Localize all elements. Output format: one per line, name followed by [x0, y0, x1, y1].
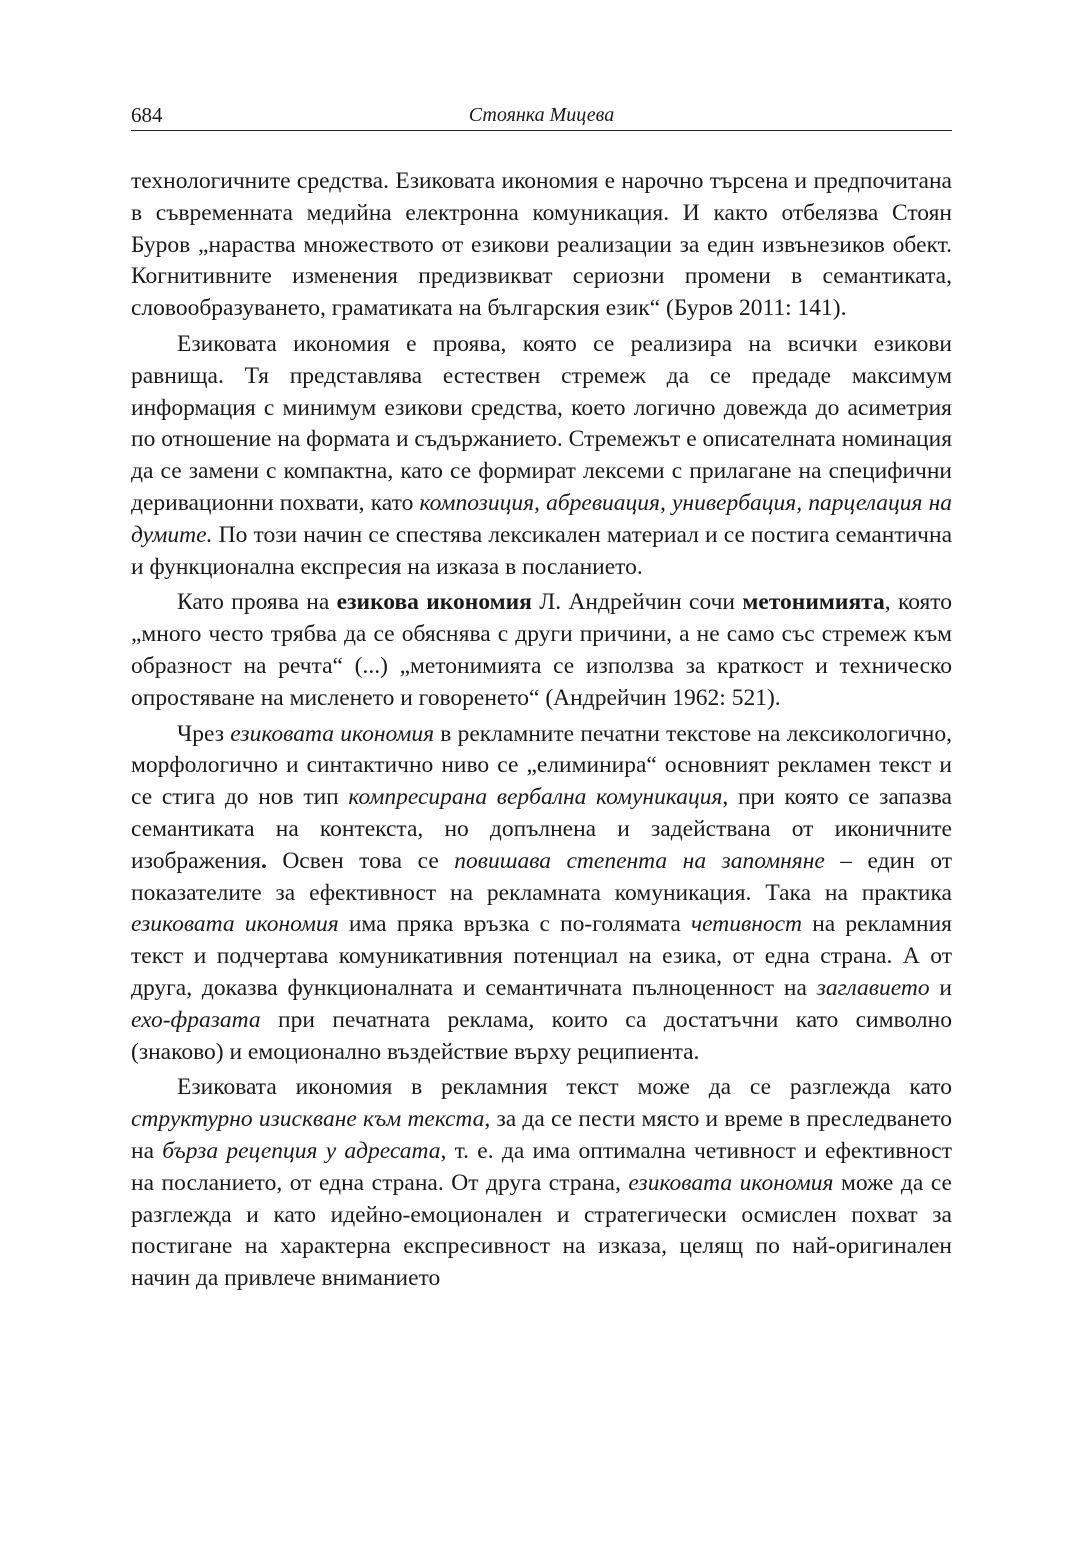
italic-text-run: бърза рецепция у адресата [162, 1137, 441, 1164]
text-run: , която „много често трябва да се обяснява с други причини, а не само със стремеж към образност на речта“ (...) „метонимията се използва за краткост и техническо опростяване на мисленето и говоренето“ (Андрейчин 1962: 521). [131, 589, 953, 711]
italic-text-run: езиковата икономия [628, 1169, 834, 1196]
paragraph [131, 166, 952, 325]
bold-text-run: . [260, 847, 267, 874]
italic-text-run: структурно изискване към текста [131, 1106, 485, 1133]
text-run: Чрез [177, 720, 231, 747]
text-run: в рекламните печатни текстове на лексикологично, морфологично и синтактично ниво се „елиминира“ основният рекламен текст и се стига до нов тип [131, 720, 952, 811]
italic-text-run: повишава степента на запомняне [454, 847, 825, 874]
text-run: Л. Андрейчин сочи [531, 589, 743, 616]
text-run: и [929, 974, 953, 1001]
paragraph [131, 1072, 952, 1295]
italic-text-run: компресирана вербална комуникация [348, 784, 723, 811]
italic-text-run: ехо-фразата [131, 1006, 261, 1033]
text-run: може да се разглежда и като идейно-емоционален и стратегически осмислен похват за постигане на характерна експресивност на изказа, целящ по най-оригинален начин да привлече вниманието [131, 1169, 952, 1292]
italic-text-run: езиковата икономия [230, 720, 434, 747]
paragraph [131, 719, 952, 1069]
text-run: технологичните средства. Езиковата икономия е нарочно търсена и предпочитана в съвременната медийна електронна комуникация. И както отбелязва Стоян Буров „нараства множеството от езикови реализации за един извънезиков обект. Когнитивните изменения предизвикват сериозни промени в семантиката, словообразуването, граматиката на българския език“ (Буров 2011: 141). [131, 168, 952, 322]
text-run: , за да се пести място и време в преследването на [131, 1106, 952, 1164]
text-run: Освен това се [266, 847, 455, 874]
running-title: Стоянка Мицева [468, 104, 615, 126]
italic-text-run: заглавието [816, 974, 930, 1001]
italic-text-run: композиция, абревиация, универбация, парцелация на думите. [131, 489, 952, 548]
paragraph [131, 329, 952, 583]
page-header [131, 100, 952, 131]
text-run: , т. е. да има оптимална четивност и ефективност на посланието, от една страна. От друга страна, [131, 1137, 952, 1196]
text-run: По този начин се спестява лексикален материал и се постига семантична и функционална експресия на изказа в посланието. [131, 521, 952, 580]
bold-text-run: езикова икономия [336, 589, 532, 616]
text-run: на рекламния текст и подчертава комуникативния потенциал на езика, от една страна. А от друга, доказва функционалната и семантичната пълноценност на [131, 911, 952, 1001]
body-text [131, 166, 952, 1299]
text-run: Като проява на [177, 589, 337, 616]
page-number: 684 [131, 103, 163, 127]
text-run: – един от показателите за ефективност на рекламната комуникация. Така на практика [131, 847, 952, 906]
text-run: при печатната реклама, които са достатъчни като символно (знаково) и емоционално въздействие върху реципиента. [131, 1006, 952, 1065]
text-run: Езиковата икономия в рекламния текст може да се разглежда като [177, 1074, 952, 1101]
text-run: Езиковата икономия е проява, която се реализира на всички езикови равнища. Тя представлява естествен стремеж да се предаде максимум информация с минимум езикови средства, което логично довежда до асиметрия по отношение на формата и съдържанието. Стремежът е описателната номинация да се замени с компактна, като се формират лексеми с прилагане на специфични деривационни похвати, като [131, 330, 952, 516]
paragraph [131, 587, 952, 714]
bold-text-run: метонимията [742, 589, 885, 616]
text-run: има пряка връзка с по-голямата [338, 911, 691, 938]
text-run: , при която се запазва семантиката на контекста, но допълнена и задействана от иконичните изображения [131, 784, 952, 874]
italic-text-run: четивност [690, 911, 803, 938]
italic-text-run: езиковата икономия [131, 911, 339, 938]
